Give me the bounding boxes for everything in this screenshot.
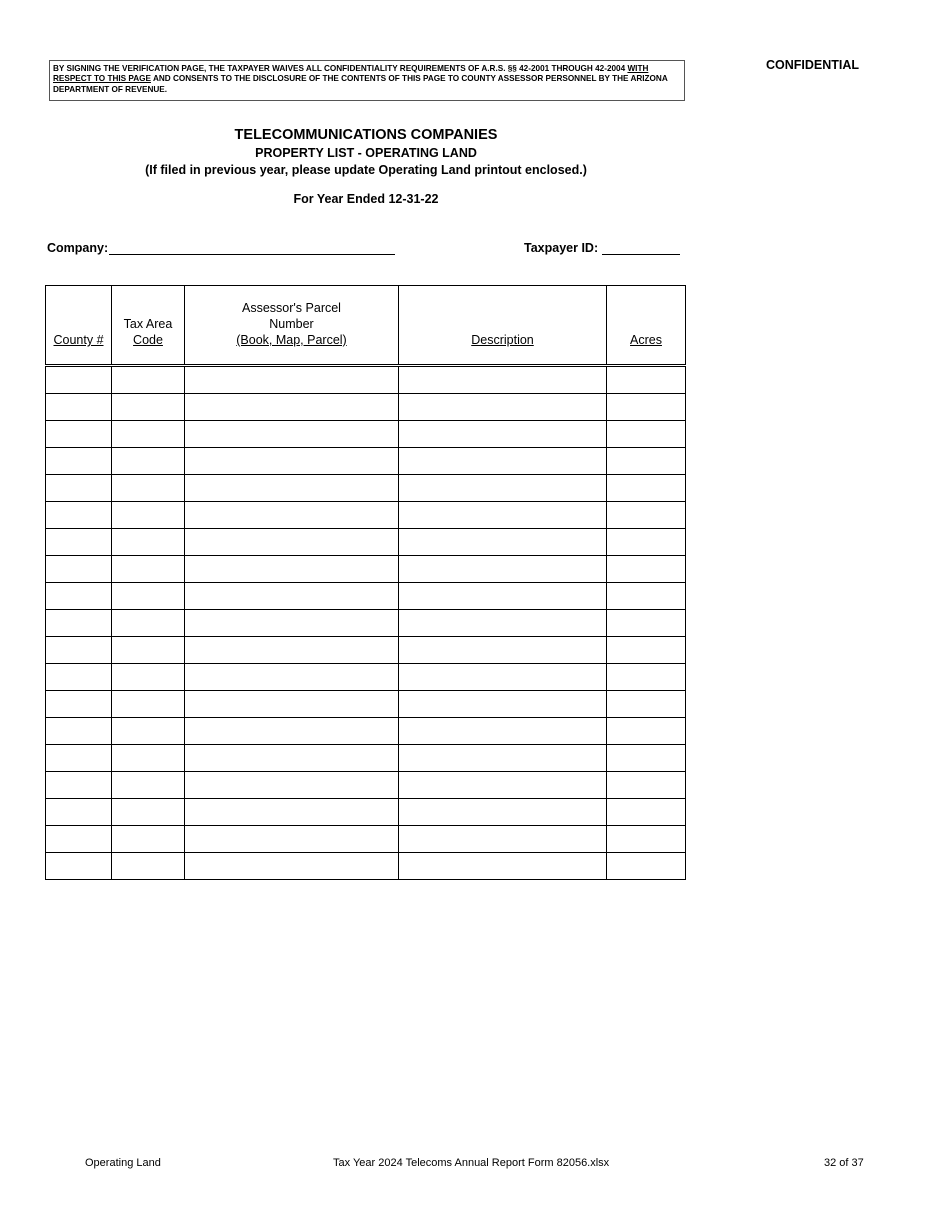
- table-row: [46, 772, 686, 799]
- table-row: [46, 610, 686, 637]
- table-cell[interactable]: [607, 664, 686, 691]
- table-cell[interactable]: [399, 826, 607, 853]
- table-row: [46, 421, 686, 448]
- table-cell[interactable]: [46, 718, 112, 745]
- table-cell[interactable]: [46, 448, 112, 475]
- table-cell[interactable]: [607, 610, 686, 637]
- waiver-text-part2: AND CONSENTS TO THE DISCLOSURE OF THE CONTENTS OF THIS PAGE TO COUNTY ASSESSOR PERSONNEL BY THE ARIZONA DEPARTMENT OF REVENUE.: [53, 74, 668, 94]
- table-cell[interactable]: [46, 583, 112, 610]
- table-cell[interactable]: [46, 745, 112, 772]
- table-cell[interactable]: [185, 366, 399, 394]
- footer-file-name: Tax Year 2024 Telecoms Annual Report Form 82056.xlsx: [333, 1157, 610, 1169]
- table-cell[interactable]: [399, 610, 607, 637]
- table-cell[interactable]: [185, 745, 399, 772]
- table-cell[interactable]: [607, 853, 686, 880]
- table-cell[interactable]: [185, 826, 399, 853]
- col-county: County #: [46, 286, 112, 366]
- table-cell[interactable]: [185, 502, 399, 529]
- table-row: [46, 718, 686, 745]
- company-field: [47, 238, 395, 255]
- table-row: [46, 583, 686, 610]
- table-cell[interactable]: [185, 529, 399, 556]
- table-cell[interactable]: [185, 637, 399, 664]
- table-cell[interactable]: [399, 745, 607, 772]
- table-cell[interactable]: [46, 799, 112, 826]
- table-cell[interactable]: [185, 853, 399, 880]
- table-cell[interactable]: [185, 691, 399, 718]
- form-subtitle: PROPERTY LIST - OPERATING LAND: [255, 146, 477, 160]
- table-cell[interactable]: [399, 394, 607, 421]
- table-cell[interactable]: [399, 556, 607, 583]
- table-cell[interactable]: [607, 529, 686, 556]
- table-cell[interactable]: [399, 529, 607, 556]
- form-title: TELECOMMUNICATIONS COMPANIES: [234, 127, 498, 143]
- table-cell[interactable]: [607, 691, 686, 718]
- form-note: (If filed in previous year, please update Operating Land printout enclosed.): [145, 163, 587, 177]
- taxpayer-id-input-line[interactable]: [602, 238, 680, 255]
- table-cell[interactable]: [607, 718, 686, 745]
- waiver-text-part1: BY SIGNING THE VERIFICATION PAGE, THE TAXPAYER WAIVES ALL CONFIDENTIALITY REQUIREMENTS OF A.R.S. §§ 42-2001 THROUGH 42-2004: [53, 64, 628, 73]
- table-cell[interactable]: [399, 637, 607, 664]
- table-cell[interactable]: [112, 583, 185, 610]
- form-year: For Year Ended 12-31-22: [293, 192, 439, 206]
- table-row: [46, 448, 686, 475]
- table-row: [46, 745, 686, 772]
- table-cell[interactable]: [399, 772, 607, 799]
- table-cell[interactable]: [46, 853, 112, 880]
- table-cell[interactable]: [185, 772, 399, 799]
- table-row: [46, 853, 686, 880]
- table-cell[interactable]: [607, 799, 686, 826]
- confidentiality-waiver-notice: [49, 60, 685, 101]
- table-row: [46, 799, 686, 826]
- table-cell[interactable]: [185, 610, 399, 637]
- form-header: [49, 126, 683, 208]
- table-cell[interactable]: [46, 421, 112, 448]
- table-cell[interactable]: [112, 556, 185, 583]
- table-row: [46, 664, 686, 691]
- table-cell[interactable]: [185, 583, 399, 610]
- table-cell[interactable]: [607, 745, 686, 772]
- table-cell[interactable]: [399, 664, 607, 691]
- table-cell[interactable]: [46, 664, 112, 691]
- table-cell[interactable]: [607, 421, 686, 448]
- table-cell[interactable]: [399, 583, 607, 610]
- table-row: [46, 366, 686, 394]
- table-row: [46, 826, 686, 853]
- table-row: [46, 529, 686, 556]
- confidential-label: CONFIDENTIAL: [766, 58, 860, 72]
- table-cell[interactable]: [112, 664, 185, 691]
- table-cell[interactable]: [399, 502, 607, 529]
- table-row: [46, 394, 686, 421]
- table-cell[interactable]: [399, 799, 607, 826]
- table-cell[interactable]: [112, 718, 185, 745]
- table-row: [46, 475, 686, 502]
- table-cell[interactable]: [399, 475, 607, 502]
- table-cell[interactable]: [607, 394, 686, 421]
- table-header-row: [46, 286, 686, 366]
- table-cell[interactable]: [46, 366, 112, 394]
- footer-sheet-name: Operating Land: [85, 1157, 161, 1169]
- table-cell[interactable]: [46, 502, 112, 529]
- table-cell[interactable]: [112, 421, 185, 448]
- table-row: [46, 556, 686, 583]
- property-list-table: [45, 285, 686, 880]
- table-cell[interactable]: [46, 529, 112, 556]
- col-tax-area-code: Tax Area Code: [112, 286, 185, 366]
- table-cell[interactable]: [185, 475, 399, 502]
- footer-page-number: 32 of 37: [824, 1157, 864, 1169]
- table-cell[interactable]: [46, 772, 112, 799]
- col-description: Description: [399, 286, 607, 366]
- table-cell[interactable]: [185, 718, 399, 745]
- table-cell[interactable]: [185, 448, 399, 475]
- table-cell[interactable]: [112, 637, 185, 664]
- table-cell[interactable]: [607, 502, 686, 529]
- table-cell[interactable]: [112, 853, 185, 880]
- col-acres: Acres: [607, 286, 686, 366]
- table-cell[interactable]: [112, 529, 185, 556]
- table-cell[interactable]: [607, 772, 686, 799]
- table-cell[interactable]: [112, 502, 185, 529]
- table-cell[interactable]: [46, 394, 112, 421]
- col-parcel-number: Assessor's Parcel Number (Book, Map, Parcel): [185, 286, 399, 366]
- table-cell[interactable]: [399, 853, 607, 880]
- table-cell[interactable]: [46, 610, 112, 637]
- table-row: [46, 691, 686, 718]
- table-cell[interactable]: [46, 826, 112, 853]
- table-cell[interactable]: [112, 772, 185, 799]
- table-cell[interactable]: [112, 826, 185, 853]
- table-cell[interactable]: [607, 583, 686, 610]
- table-cell[interactable]: [112, 366, 185, 394]
- table-cell[interactable]: [399, 718, 607, 745]
- table-cell[interactable]: [112, 610, 185, 637]
- table-cell[interactable]: [46, 475, 112, 502]
- company-input-line[interactable]: [109, 238, 395, 255]
- table-cell[interactable]: [185, 394, 399, 421]
- table-row: [46, 637, 686, 664]
- table-body: [46, 366, 686, 880]
- table-cell[interactable]: [185, 556, 399, 583]
- table-cell[interactable]: [399, 421, 607, 448]
- table-cell[interactable]: [607, 475, 686, 502]
- waiver-text-underlined: WITH RESPECT TO THIS PAGE: [53, 64, 649, 84]
- table-cell[interactable]: [112, 394, 185, 421]
- table-row: [46, 502, 686, 529]
- table-cell[interactable]: [607, 637, 686, 664]
- table-cell[interactable]: [399, 448, 607, 475]
- table-cell[interactable]: [46, 691, 112, 718]
- table-cell[interactable]: [185, 799, 399, 826]
- table-cell[interactable]: [185, 421, 399, 448]
- table-cell[interactable]: [112, 475, 185, 502]
- taxpayer-id-label: Taxpayer ID:: [524, 241, 599, 255]
- table-cell[interactable]: [399, 366, 607, 394]
- table-cell[interactable]: [112, 799, 185, 826]
- company-label: Company:: [47, 241, 109, 255]
- table-cell[interactable]: [112, 691, 185, 718]
- table-cell[interactable]: [607, 448, 686, 475]
- table-cell[interactable]: [46, 556, 112, 583]
- table-cell[interactable]: [185, 664, 399, 691]
- table-cell[interactable]: [607, 826, 686, 853]
- table-cell[interactable]: [607, 556, 686, 583]
- taxpayer-id-field: [524, 238, 680, 255]
- table-cell[interactable]: [112, 448, 185, 475]
- table-cell[interactable]: [112, 745, 185, 772]
- table-cell[interactable]: [607, 366, 686, 394]
- table-cell[interactable]: [399, 691, 607, 718]
- table-cell[interactable]: [46, 637, 112, 664]
